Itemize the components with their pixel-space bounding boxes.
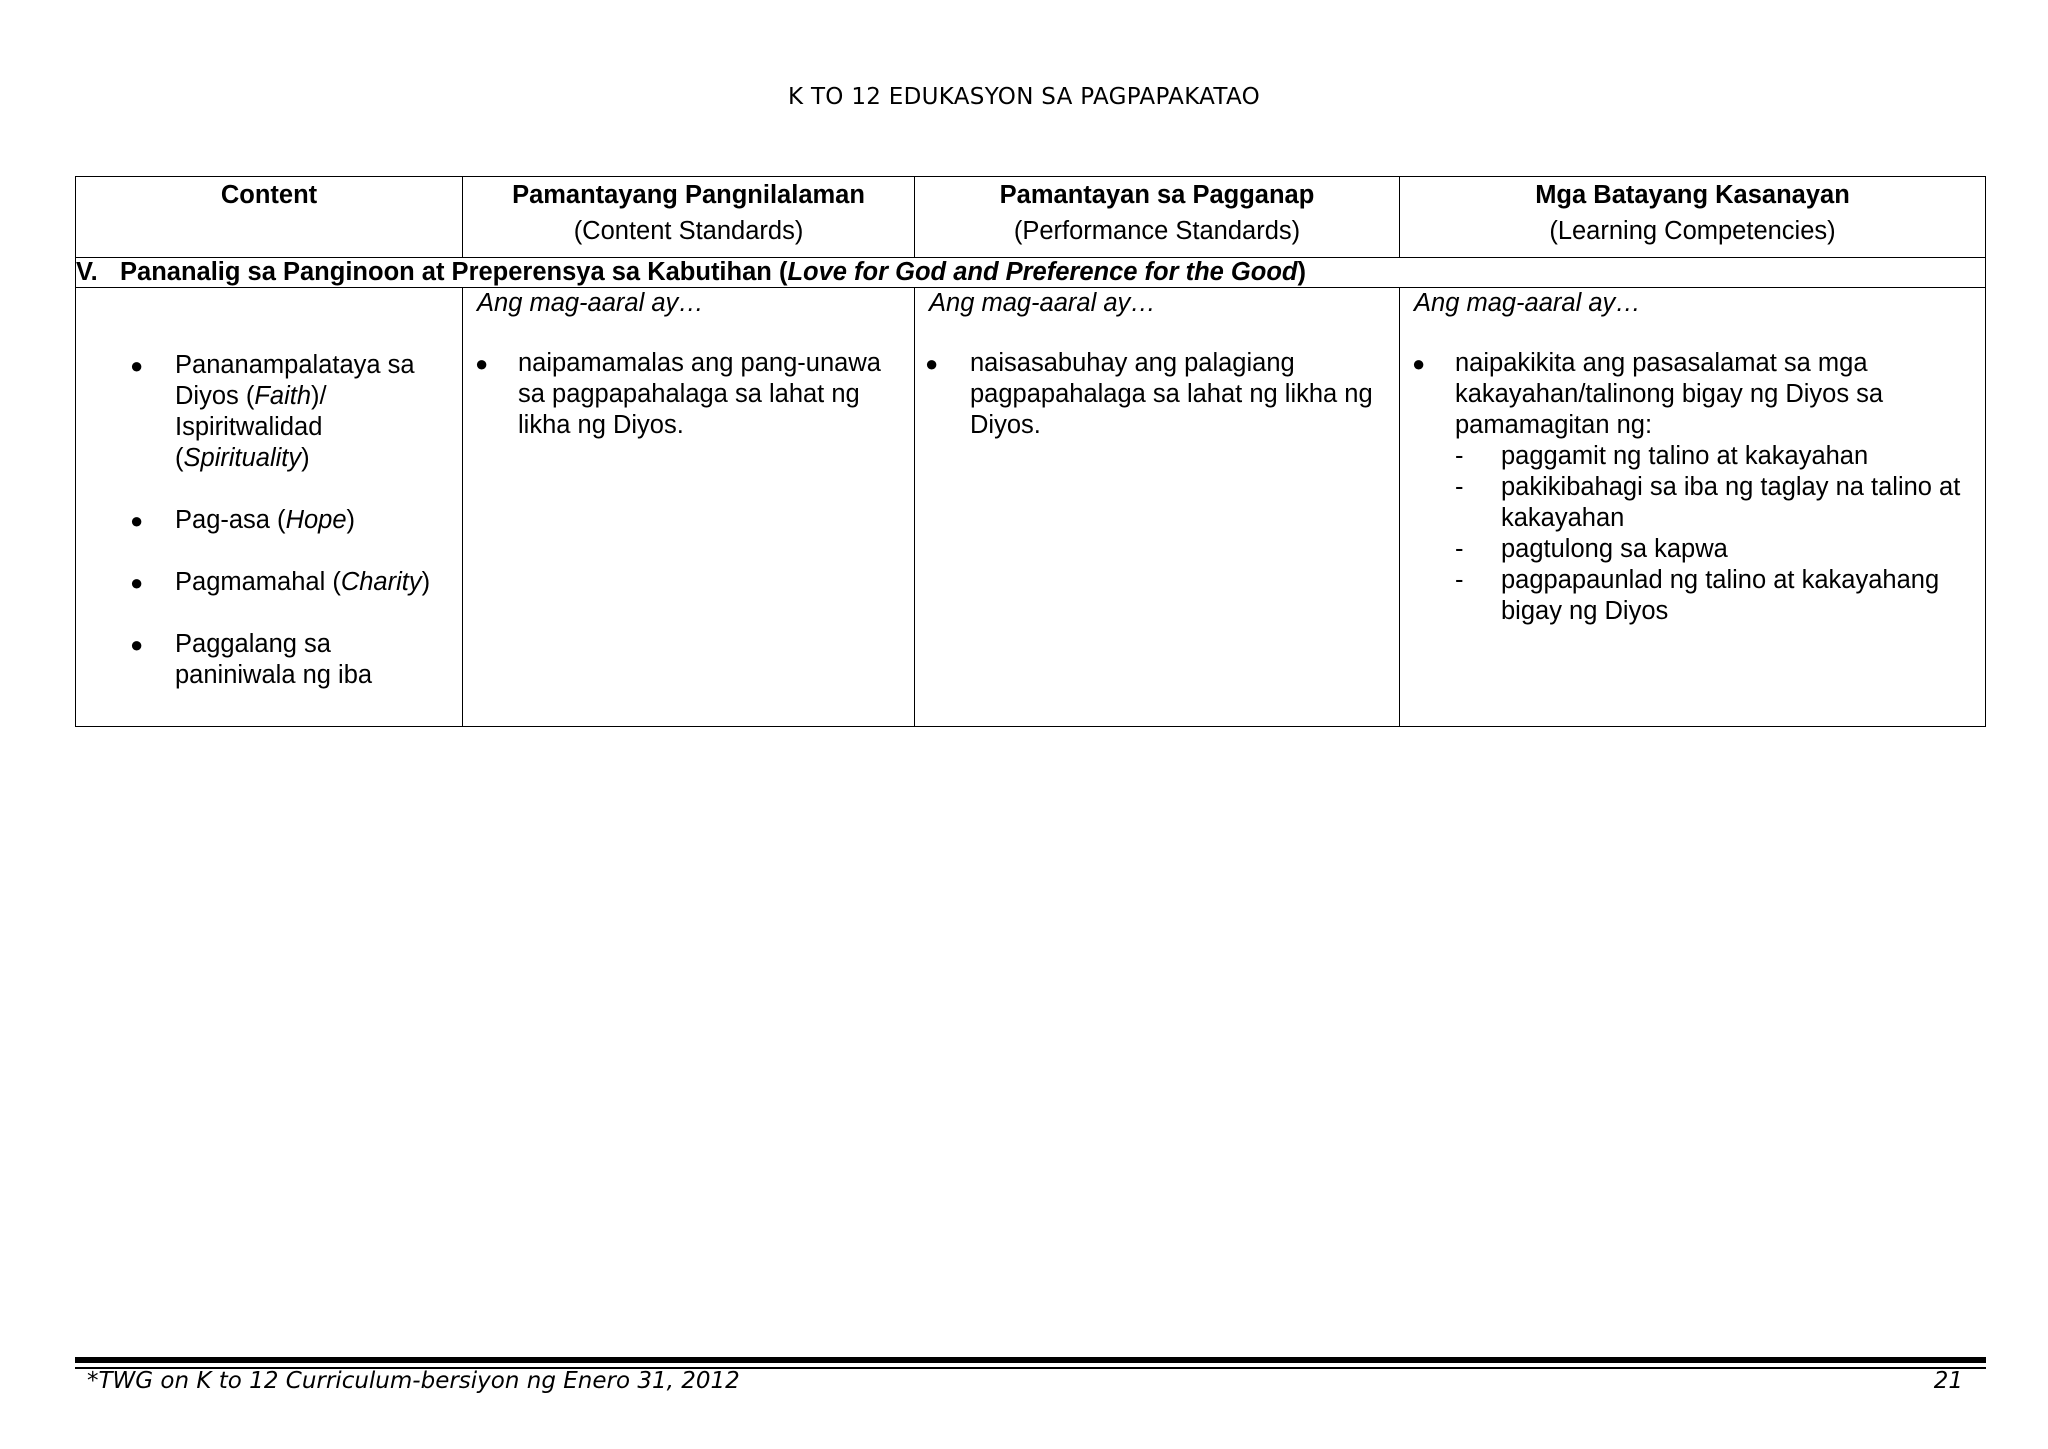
document-title: K TO 12 EDUKASYON SA PAGPAPAKATAO	[787, 84, 1261, 110]
competency-sublist	[1455, 441, 1977, 627]
item-text: paggamit ng talino at kakayahan	[1501, 442, 1869, 470]
curriculum-table	[75, 176, 1986, 727]
header-main: Pamantayang Pangnilalaman	[512, 181, 865, 209]
section-number: V.	[76, 258, 98, 286]
item-text: )	[301, 444, 310, 472]
table-row	[76, 288, 1986, 727]
lead-text: Ang mag-aaral ay…	[1414, 289, 1641, 317]
list-item	[915, 348, 1399, 441]
dash-icon: -	[1455, 473, 1464, 501]
section-title-english: Love for God and Preference for the Good	[787, 258, 1298, 286]
lead-text: Ang mag-aaral ay…	[477, 289, 704, 317]
header-main: Mga Batayang Kasanayan	[1535, 181, 1850, 209]
section-title	[76, 258, 1986, 288]
list-item	[1400, 348, 1985, 627]
header-sub: (Learning Competencies)	[1549, 217, 1836, 245]
content-list	[76, 350, 462, 691]
header-learning-competencies	[1400, 177, 1986, 258]
list-item	[76, 350, 462, 474]
bullet-icon: ●	[130, 632, 144, 657]
item-text-italic: Spirituality	[183, 444, 302, 472]
header-sub: (Performance Standards)	[1013, 217, 1301, 245]
content-standard-cell	[463, 288, 915, 727]
list-item	[1455, 472, 1977, 534]
table-header-row	[76, 177, 1986, 258]
item-text: naisasabuhay ang palagiang pagpapahalaga sa lahat ng likha ng Diyos.	[970, 349, 1373, 439]
item-text-italic: Faith	[254, 382, 312, 410]
bullet-icon: ●	[130, 570, 144, 595]
list-item	[1455, 441, 1977, 472]
lead-text: Ang mag-aaral ay…	[929, 289, 1156, 317]
item-text: pagpapaunlad ng talino at kakayahang bigay ng Diyos	[1501, 566, 1940, 625]
header-content	[76, 177, 463, 258]
bullet-icon: ●	[925, 351, 939, 376]
item-text: pakikibahagi sa iba ng taglay na talino at kakayahan	[1501, 473, 1961, 532]
item-text: Pagmamahal (	[175, 568, 341, 596]
section-title-suffix: )	[1297, 258, 1306, 286]
header-performance-standards	[915, 177, 1400, 258]
item-text-italic: Hope	[285, 506, 347, 534]
performance-standard-list	[915, 348, 1399, 441]
item-text: naipamamalas ang pang-unawa sa pagpapahalaga sa lahat ng likha ng Diyos.	[518, 349, 881, 439]
list-item	[76, 505, 462, 536]
list-item	[1455, 565, 1977, 627]
header-sub: (Content Standards)	[573, 217, 804, 245]
header-main: Pamantayan sa Pagganap	[999, 181, 1315, 209]
bullet-icon: ●	[130, 353, 144, 378]
item-text-italic: Charity	[340, 568, 422, 596]
dash-icon: -	[1455, 566, 1464, 594]
footer-divider-thick	[75, 1357, 1986, 1363]
header-main: Content	[220, 181, 318, 209]
dash-icon: -	[1455, 535, 1464, 563]
footer-source-note: *TWG on K to 12 Curriculum-bersiyon ng Enero 31, 2012	[87, 1368, 740, 1394]
item-text: )/ Ispiritwalidad (	[175, 382, 327, 472]
content-cell	[76, 288, 463, 727]
bullet-icon: ●	[130, 508, 144, 533]
list-item	[1455, 534, 1977, 565]
bullet-icon: ●	[1412, 351, 1426, 376]
item-text: naipakikita ang pasasalamat sa mga kakayahan/talinong bigay ng Diyos sa pamamagitan ng:	[1455, 349, 1884, 439]
item-text: )	[346, 506, 356, 534]
bullet-icon: ●	[475, 351, 489, 376]
competency-cell	[1400, 288, 1986, 727]
section-title-prefix: Pananalig sa Panginoon at Preperensya sa Kabutihan (	[120, 258, 788, 286]
section-row	[76, 258, 1986, 288]
header-content-standards	[463, 177, 915, 258]
dash-icon: -	[1455, 442, 1464, 470]
item-text: )	[421, 568, 431, 596]
item-text: Paggalang sa paniniwala ng iba	[175, 630, 373, 689]
item-text: Pananampalataya sa Diyos (	[175, 351, 415, 410]
list-item	[463, 348, 914, 441]
list-item	[76, 567, 462, 598]
competency-list	[1400, 348, 1985, 627]
item-text: pagtulong sa kapwa	[1501, 535, 1728, 563]
list-item	[76, 629, 462, 691]
item-text: Pag-asa (	[175, 506, 286, 534]
content-standard-list	[463, 348, 914, 441]
page-number: 21	[1933, 1368, 1963, 1394]
performance-standard-cell	[915, 288, 1400, 727]
